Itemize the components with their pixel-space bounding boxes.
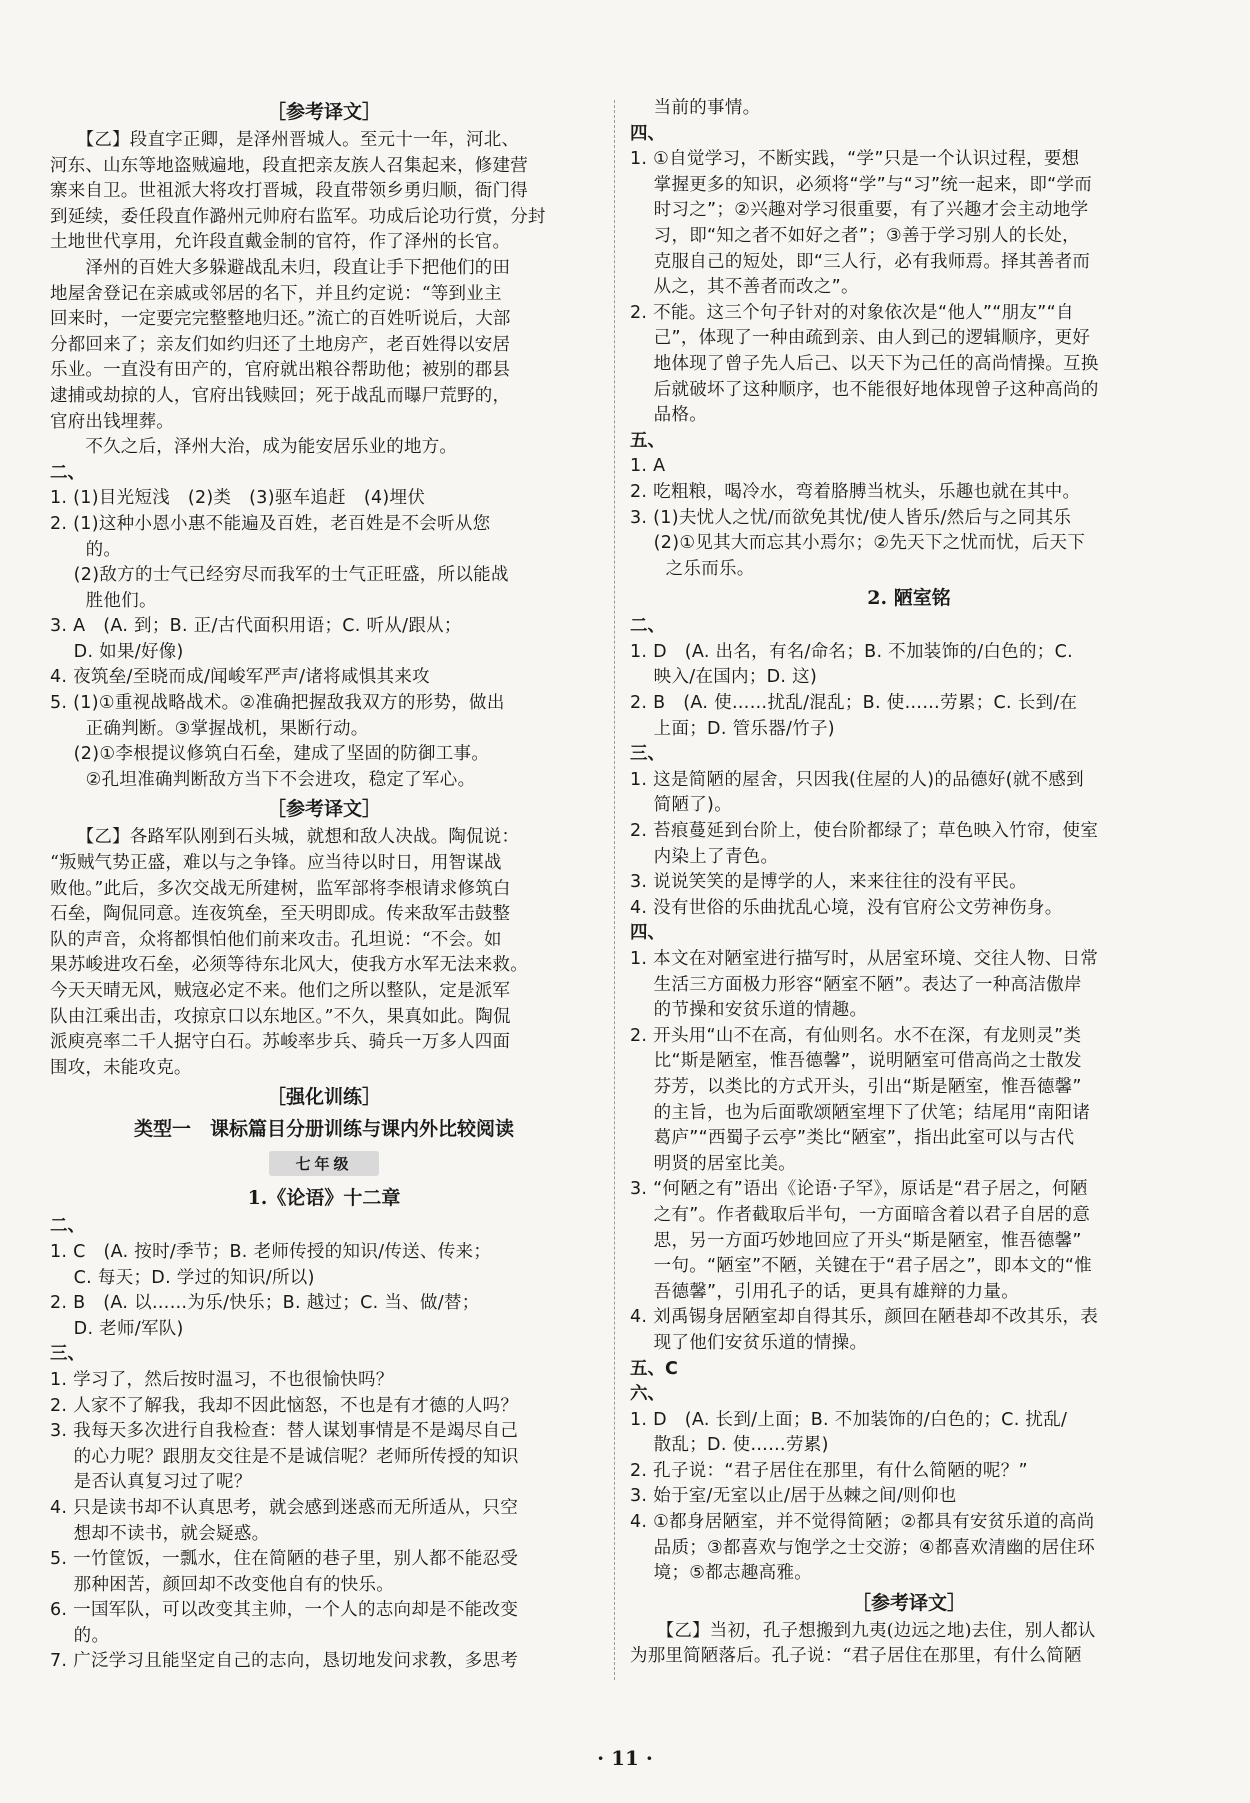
question-number: 三、 [50,1344,85,1365]
answer-line: 现了他们安贫乐道的情操。 [630,1332,868,1353]
column-divider [614,100,615,1680]
answer-line: 1. A [630,456,666,477]
answer-line: 境；⑤都志趣高雅。 [630,1563,813,1584]
section-heading: 2. 陋室铭 [867,587,951,610]
answer-line: 一句。“陋室”不陋，关键在于“君子居之”，即本文的“惟 [630,1256,1093,1277]
answer-line: 映入/在国内；D. 这) [630,667,818,688]
answer-line: 2. 开头用“山不在高，有仙则名。水不在深，有龙则灵”类 [630,1025,1082,1046]
answer-line: 2. (1)这种小恩小惠不能遍及百姓，老百姓是不会听从您 [50,513,491,534]
answer-line: 胜他们。 [50,590,157,611]
answer-line: ②孔坦准确判断敌方当下不会进攻，稳定了军心。 [50,769,476,790]
answer-line: 品格。 [630,405,708,426]
answer-line: 的。 [50,539,122,560]
answer-line: 1. D (A. 长到/上面；B. 不加装饰的/白色的；C. 扰乱/ [630,1409,1068,1430]
answer-line: 内染上了青色。 [630,846,779,867]
answer-line: 上面；D. 管乐器/竹子) [630,718,835,739]
translation-line: 到延续，委任段直作潞州元帅府右监军。功成后论功行赏，分封 [50,206,546,227]
answer-line: 5. (1)①重视战略战术。②准确把握敌我双方的形势，做出 [50,693,505,714]
answer-line: 1. 本文在对陋室进行描写时，从居室环境、交往人物、日常 [630,949,1099,969]
translation-line: 为那里简陋落后。孔子说：“君子居住在那里，有什么简陋 [630,1646,1082,1667]
translation-line: 果苏峻进攻石垒，必须等待东北风大，使我方水军无法来救。 [50,955,528,976]
answer-line: 4. 刘禹锡身居陋室却自得其乐，颜回在陋巷却不改其乐，表 [630,1307,1099,1328]
section-heading: 1.《论语》十二章 [247,1187,401,1210]
answer-line: 明贤的居室比美。 [630,1153,797,1174]
answer-line: 4. 没有世俗的乐曲扰乱心境，没有官府公文劳神伤身。 [630,897,1063,918]
answer-line: 1. (1)目光短浅 (2)类 (3)驱车追赶 (4)埋伏 [50,488,426,509]
answer-line: 2. 人家不了解我，我却不因此恼怒，不也是有才德的人吗？ [50,1395,519,1416]
page-number: · 11 · [597,1746,653,1770]
answer-line: 4. 夜筑垒/至晓而成/闻峻军严声/诸将咸惧其来攻 [50,667,430,688]
answer-line: 地体现了曾子先人后己、以天下为己任的高尚情操。互换 [630,353,1099,374]
left-column [50,96,598,1675]
translation-line: 土地世代享用，允许段直戴金制的官符，作了泽州的长官。 [50,232,511,253]
answer-line: 2. B (A. 以……为乐/快乐；B. 越过；C. 当、做/替； [50,1293,480,1314]
answer-line: 当前的事情。 [630,98,761,118]
answer-line: 时习之”；②兴趣对学习很重要，有了兴趣才会主动地学 [630,200,1089,221]
answer-line: 生活三方面极力形容“陋室不陋”。表达了一种高洁傲岸 [630,974,1082,995]
answer-line: 那种困苦，颜回却不改变他自有的快乐。 [50,1574,395,1595]
answer-line: 3. A (A. 到；B. 正/古代面积用语；C. 听从/跟从； [50,616,462,637]
section-heading: ［参考译文］ [266,798,381,821]
translation-line: 队由江乘出击，攻掠京口以东地区。”不久，果真如此。陶侃 [50,1006,511,1027]
question-number: 二、 [630,616,665,637]
question-number: 二、 [50,1216,85,1237]
answer-line: 正确判断。③掌握战机，果断行动。 [50,718,369,739]
translation-line: 【乙】各路军队刚到石头城，就想和敌人决战。陶侃说： [50,827,520,848]
answer-line: 芬芳，以类比的方式开头，引出“斯是陋室，惟吾德馨” [630,1076,1082,1097]
answer-line: 克服自己的短处，即“三人行，必有我师焉。择其善者而 [630,251,1091,272]
answer-line: D. 老师/军队) [50,1318,184,1339]
answer-line: 1. ①自觉学习，不断实践，“学”只是一个认识过程，要想 [630,149,1080,170]
question-number: 五、 [630,430,665,451]
section-heading: ［参考译文］ [266,101,381,123]
section-heading: ［强化训练］ [266,1086,381,1109]
translation-line: 石垒，陶侃同意。连夜筑垒，至天明即成。传来敌军击鼓整 [50,904,511,925]
answer-line: 1. 学习了，然后按时温习，不也很愉快吗？ [50,1369,394,1390]
answer-line: 吾德馨”，引用孔子的话，更具有雄辩的力量。 [630,1281,1020,1302]
translation-line: 地屋舍登记在亲戚或邻居的名下，并且约定说：“等到业主 [50,283,502,304]
answer-line: 2. 苔痕蔓延到台阶上，使台阶都绿了；草色映入竹帘，使室 [630,821,1099,842]
question-number: 四、 [630,923,665,944]
answer-line: 6. 一国军队，可以改变其主帅，一个人的志向却是不能改变 [50,1600,519,1621]
answer-line: 品质；③都喜欢与饱学之士交游；④都喜欢清幽的居住环 [630,1537,1096,1558]
translation-line: 不久之后，泽州大治，成为能安居乐业的地方。 [50,437,458,458]
answer-line: 1. 这是简陋的屋舍，只因我(住屋的人)的品德好(就不感到 [630,769,1084,790]
question-number: 三、 [630,744,665,765]
question-number: 五、C [630,1358,678,1379]
translation-line: 逮捕或劫掠的人，官府出钱赎回；死于战乱而曝尸荒野的， [50,385,511,406]
answer-line: 4. 只是读书却不认真思考，就会感到迷惑而无所适从，只空 [50,1497,519,1518]
answer-line: 2. 孔子说：“君子居住在那里，有什么简陋的呢？” [630,1460,1028,1481]
answer-line: 3. 始于室/无室以止/居于丛棘之间/则仰也 [630,1486,957,1507]
answer-line: 是否认真复习过了呢？ [50,1472,252,1493]
answer-line: 简陋了)。 [630,795,732,816]
question-number: 六、 [630,1384,665,1405]
translation-line: 派庾亮率二千人据守白石。苏峻率步兵、骑兵一万多人四面 [50,1032,511,1053]
answer-line: 2. 不能。这三个句子针对的对象依次是“他人”“朋友”“自 [630,302,1074,323]
answer-line: C. 每天；D. 学过的知识/所以) [50,1267,315,1288]
answer-line: 后就破坏了这种顺序，也不能很好地体现曾子这种高尚的 [630,379,1099,400]
section-heading: 类型一 课标篇目分册训练与课内外比较阅读 [133,1118,514,1141]
answer-line: 习，即“知之者不如好之者”；③善于学习别人的长处， [630,225,1080,246]
answer-line: 葛庐”“西蜀子云亭”类比“陋室”，指出此室可以与古代 [630,1128,1075,1149]
answer-line: 2. B (A. 使……扰乱/混乱；B. 使……劳累；C. 长到/在 [630,693,1078,714]
answer-line: 从之，其不善者而改之”。 [630,277,859,298]
translation-line: 寨来自卫。世祖派大将攻打晋城，段直带领乡勇归顺，衙门得 [50,181,528,202]
answer-line: 3. “何陋之有”语出《论语·子罕》，原话是“君子居之，何陋 [630,1179,1088,1200]
translation-line: 河东、山东等地盗贼遍地，段直把亲友族人召集起来，修建营 [50,155,528,176]
answer-line: 的心力呢？跟朋友交往是不是诚信呢？老师所传授的知识 [50,1446,519,1467]
answer-line: 的。 [50,1625,110,1646]
answer-line: D. 如果/好像) [50,641,184,662]
answer-line: 7. 广泛学习且能坚定自己的志向，恳切地发问求教，多思考 [50,1651,519,1672]
translation-line: 分都回来了；亲友们如约归还了土地房产，老百姓得以安居 [50,334,511,355]
answer-line: 2. 吃粗粮，喝冷水，弯着胳膊当枕头，乐趣也就在其中。 [630,481,1081,502]
translation-line: 【乙】当初，孔子想搬到九夷(边远之地)去住，别人都认 [630,1620,1096,1641]
section-heading: ［参考译文］ [851,1591,966,1614]
translation-line: 泽州的百姓大多躲避战乱未归，段直让手下把他们的田 [50,257,511,278]
answer-line: 之乐而乐。 [630,558,755,579]
answer-line: (2)①李根提议修筑白石垒，建成了坚固的防御工事。 [50,744,490,765]
answer-line: 掌握更多的知识，必须将“学”与“习”统一起来，即“学而 [630,174,1093,195]
answer-line: 比“斯是陋室，惟吾德馨”，说明陋室可借高尚之士散发 [630,1051,1082,1072]
answer-line: (2)①见其大而忘其小焉尔；②先天下之忧而忧，后天下 [630,533,1086,554]
answer-line: 5. 一竹筐饭，一瓢水，住在简陋的巷子里，别人都不能忍受 [50,1549,519,1570]
answer-line: 1. D (A. 出名，有名/命名；B. 不加装饰的/白色的；C. [630,641,1073,662]
answer-line: 4. ①都身居陋室，并不觉得简陋；②都具有安贫乐道的高尚 [630,1512,1095,1533]
answer-line: 1. C (A. 按时/季节；B. 老师传授的知识/传送、传来； [50,1241,492,1262]
translation-line: 队的声音，众将都惧怕他们前来攻击。孔坦说：“不会。如 [50,929,502,950]
translation-line: 今天天晴无风，贼寇必定不来。他们之所以整队，定是派军 [50,981,511,1001]
answer-line: 3. 我每天多次进行自我检查：替人谋划事情是不是竭尽自己 [50,1421,519,1442]
grade-badge: 七年级 [269,1151,378,1176]
answer-line: 的节操和安贫乐道的情趣。 [630,1000,868,1021]
translation-line: 【乙】段直字正卿，是泽州晋城人。至元十一年，河北、 [50,130,520,150]
answer-line: 3. (1)夫忧人之忧/而欲免其忧/使人皆乐/然后与之同其乐 [630,507,1072,528]
answer-line: (2)敌方的士气已经穷尽而我军的士气正旺盛，所以能战 [50,565,509,586]
answer-line: 思，另一方面巧妙地回应了开头“斯是陋室，惟吾德馨” [630,1230,1082,1251]
grade-badge-row [50,1151,598,1176]
translation-line: 回来时，一定要完完整整地归还。”流亡的百姓听说后，大部 [50,309,511,330]
answer-line: 的主旨，也为后面歌颂陋室埋下了伏笔；结尾用“南阳诸 [630,1102,1091,1123]
answer-line: 己”，体现了一种由疏到亲、由人到己的逻辑顺序，更好 [630,328,1091,349]
question-number: 二、 [50,462,85,483]
translation-line: 败他。”此后，多次交战无所建树，监军部将李根请求修筑白 [50,878,511,899]
translation-line: “叛贼气势正盛，难以与之争锋。应当待以时日，用智谋战 [50,853,502,874]
translation-line: 官府出钱埋葬。 [50,411,174,432]
answer-line: 之有”。作者截取后半句，一方面暗含着以君子自居的意 [630,1204,1091,1225]
right-column [630,96,1188,1670]
translation-line: 乐业。一直没有田产的，官府就出粮谷帮助他；被别的郡县 [50,360,511,381]
translation-line: 围攻，未能攻克。 [50,1057,192,1078]
answer-line: 3. 说说笑笑的是博学的人，来来往往的没有平民。 [630,872,1027,893]
question-number: 四、 [630,123,665,144]
answer-line: 想却不读书，就会疑惑。 [50,1523,270,1544]
answer-line: 散乱；D. 使……劳累) [630,1435,829,1456]
